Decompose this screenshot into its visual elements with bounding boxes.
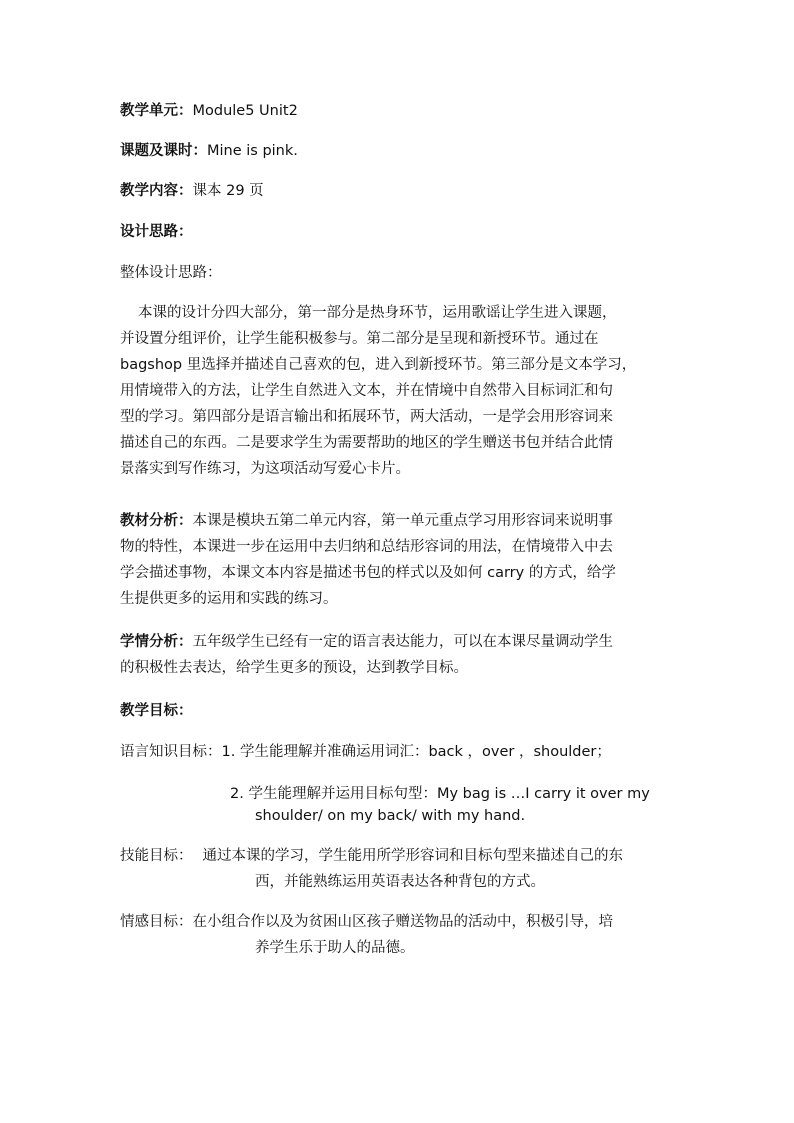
knowledge-goal-item-1: 1. 学生能理解并准确运用词汇：back ，over ，shoulder； [221,744,611,760]
skill-goal-row [120,846,623,866]
material-line: 生提供更多的运用和实践的练习。 [120,591,338,607]
unit-row [120,101,298,121]
knowledge-goal-item-2-cont: shoulder/ on my back/ with my hand. [255,808,526,824]
emotion-goal-line-1: 在小组合作以及为贫困山区孩子赠送物品的活动中，积极引导，培 [192,914,613,930]
topic-label: 课题及课时： [120,143,207,159]
skill-goal-line-1: 通过本课的学习，学生能用所学形容词和目标句型来描述自己的东 [202,848,623,864]
design-paragraph-line: 并设置分组评价，让学生能积极参与。第二部分是呈现和新授环节。通过在 [120,331,599,347]
content-label: 教学内容： [120,183,193,199]
emotion-goal-row [120,912,613,932]
unit-label: 教学单元： [120,103,193,119]
design-paragraph-line: 本课的设计分四大部分，第一部分是热身环节，运用歌谣让学生进入课题， [138,305,617,321]
skill-goal-label: 技能目标： [120,848,193,864]
content-row [120,181,264,201]
material-first-line: 本课是模块五第二单元内容，第一单元重点学习用形容词来说明事 [192,513,613,529]
design-paragraph-line: 型的学习。第四部分是语言输出和拓展环节，两大活动，一是学会用形容词来 [120,409,613,425]
material-line: 学会描述事物，本课文本内容是描述书包的样式以及如何 carry 的方式，给学 [120,565,616,581]
students-label: 学情分析： [120,634,193,650]
design-paragraph-line: bagshop 里选择并描述自己喜欢的包，进入到新授环节。第三部分是文本学习， [120,357,637,373]
content-value: 课本 29 页 [192,183,264,199]
knowledge-goal-item-2: 2. 学生能理解并运用目标句型：My bag is …I carry it over my [230,786,650,802]
topic-value: Mine is pink. [207,143,298,159]
material-row [120,511,613,531]
material-label: 教材分析： [120,513,193,529]
emotion-goal-line-2: 养学生乐于助人的品德。 [255,940,415,956]
material-line: 物的特性，本课进一步在运用中去归纳和总结形容词的用法，在情境带入中去 [120,539,613,555]
students-first-line: 五年级学生已经有一定的语言表达能力，可以在本课尽量调动学生 [192,634,613,650]
goals-heading: 教学目标： [120,703,193,719]
students-row [120,632,613,652]
design-paragraph-line: 描述自己的东西。二是要求学生为需要帮助的地区的学生赠送书包并结合此情 [120,435,613,451]
knowledge-goal-row [120,742,611,762]
design-heading: 设计思路： [120,224,193,240]
unit-value: Module5 Unit2 [192,103,298,119]
topic-row [120,141,298,161]
design-subheading: 整体设计思路： [120,265,222,281]
knowledge-goal-label: 语言知识目标： [120,744,222,760]
skill-goal-line-2: 西，并能熟练运用英语表达各种背包的方式。 [255,874,545,890]
emotion-goal-label: 情感目标： [120,914,193,930]
design-paragraph-line: 景落实到写作练习，为这项活动写爱心卡片。 [120,461,410,477]
students-line: 的积极性去表达，给学生更多的预设，达到教学目标。 [120,660,468,676]
design-paragraph-line: 用情境带入的方法，让学生自然进入文本，并在情境中自然带入目标词汇和句 [120,383,613,399]
